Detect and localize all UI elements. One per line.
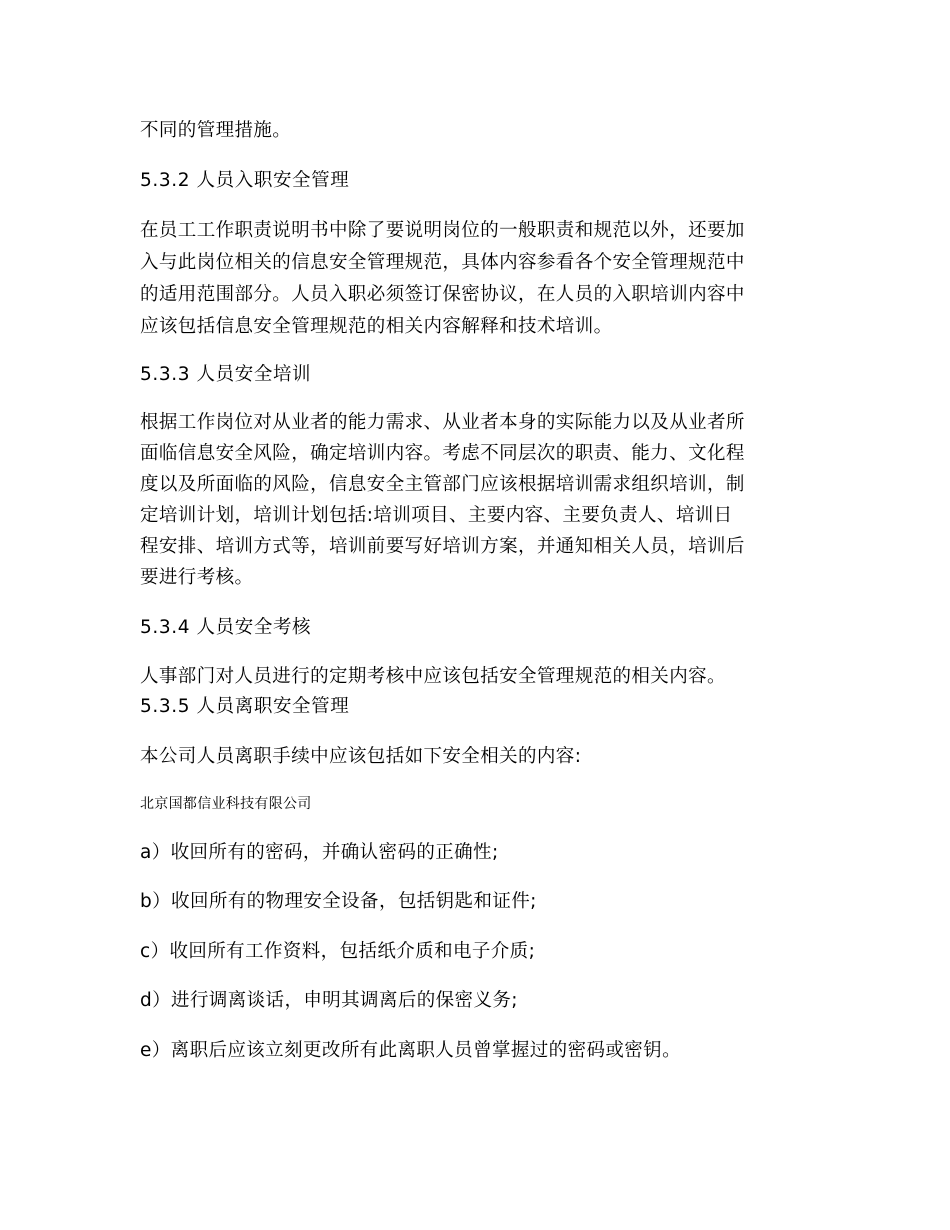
list-item: a）收回所有的密码，并确认密码的正确性; (140, 842, 499, 863)
paragraph-line: 定培训计划，培训计划包括:培训项目、主要内容、主要负责人、培训日 (140, 505, 733, 526)
paragraph-line: 应该包括信息安全管理规范的相关内容解释和技术培训。 (140, 316, 613, 337)
paragraph-line: 人事部门对人员进行的定期考核中应该包括安全管理规范的相关内容。 (140, 666, 726, 687)
section-heading-5-3-4: 5.3.4 人员安全考核 (140, 617, 312, 638)
list-item: b）收回所有的物理安全设备，包括钥匙和证件; (140, 891, 537, 912)
list-item: c）收回所有工作资料，包括纸介质和电子介质; (140, 941, 536, 962)
list-item: d）进行调离谈话，申明其调离后的保密义务; (140, 990, 518, 1011)
company-name: 北京国都信业科技有限公司 (140, 796, 312, 812)
paragraph-line: 要进行考核。 (140, 567, 254, 588)
paragraph-line: 在员工工作职责说明书中除了要说明岗位的一般职责和规范以外，还要加 (140, 220, 745, 241)
paragraph-line: 面临信息安全风险，确定培训内容。考虑不同层次的职责、能力、文化程 (140, 443, 745, 464)
paragraph-line: 度以及所面临的风险，信息安全主管部门应该根据培训需求组织培训，制 (140, 474, 745, 495)
section-heading-5-3-3: 5.3.3 人员安全培训 (140, 364, 312, 385)
section-heading-5-3-5: 5.3.5 人员离职安全管理 (140, 696, 350, 717)
paragraph-line: 本公司人员离职手续中应该包括如下安全相关的内容: (140, 746, 582, 767)
paragraph-line: 程安排、培训方式等，培训前要写好培训方案，并通知相关人员，培训后 (140, 536, 745, 557)
continuation-text: 不同的管理措施。 (140, 120, 292, 141)
paragraph-line: 根据工作岗位对从业者的能力需求、从业者本身的实际能力以及从业者所 (140, 412, 745, 433)
list-item: e）离职后应该立刻更改所有此离职人员曾掌握过的密码或密钥。 (140, 1040, 681, 1061)
section-heading-5-3-2: 5.3.2 人员入职安全管理 (140, 170, 350, 191)
paragraph-line: 入与此岗位相关的信息安全管理规范，具体内容参看各个安全管理规范中 (140, 252, 745, 273)
paragraph-line: 的适用范围部分。人员入职必须签订保密协议，在人员的入职培训内容中 (140, 284, 745, 305)
